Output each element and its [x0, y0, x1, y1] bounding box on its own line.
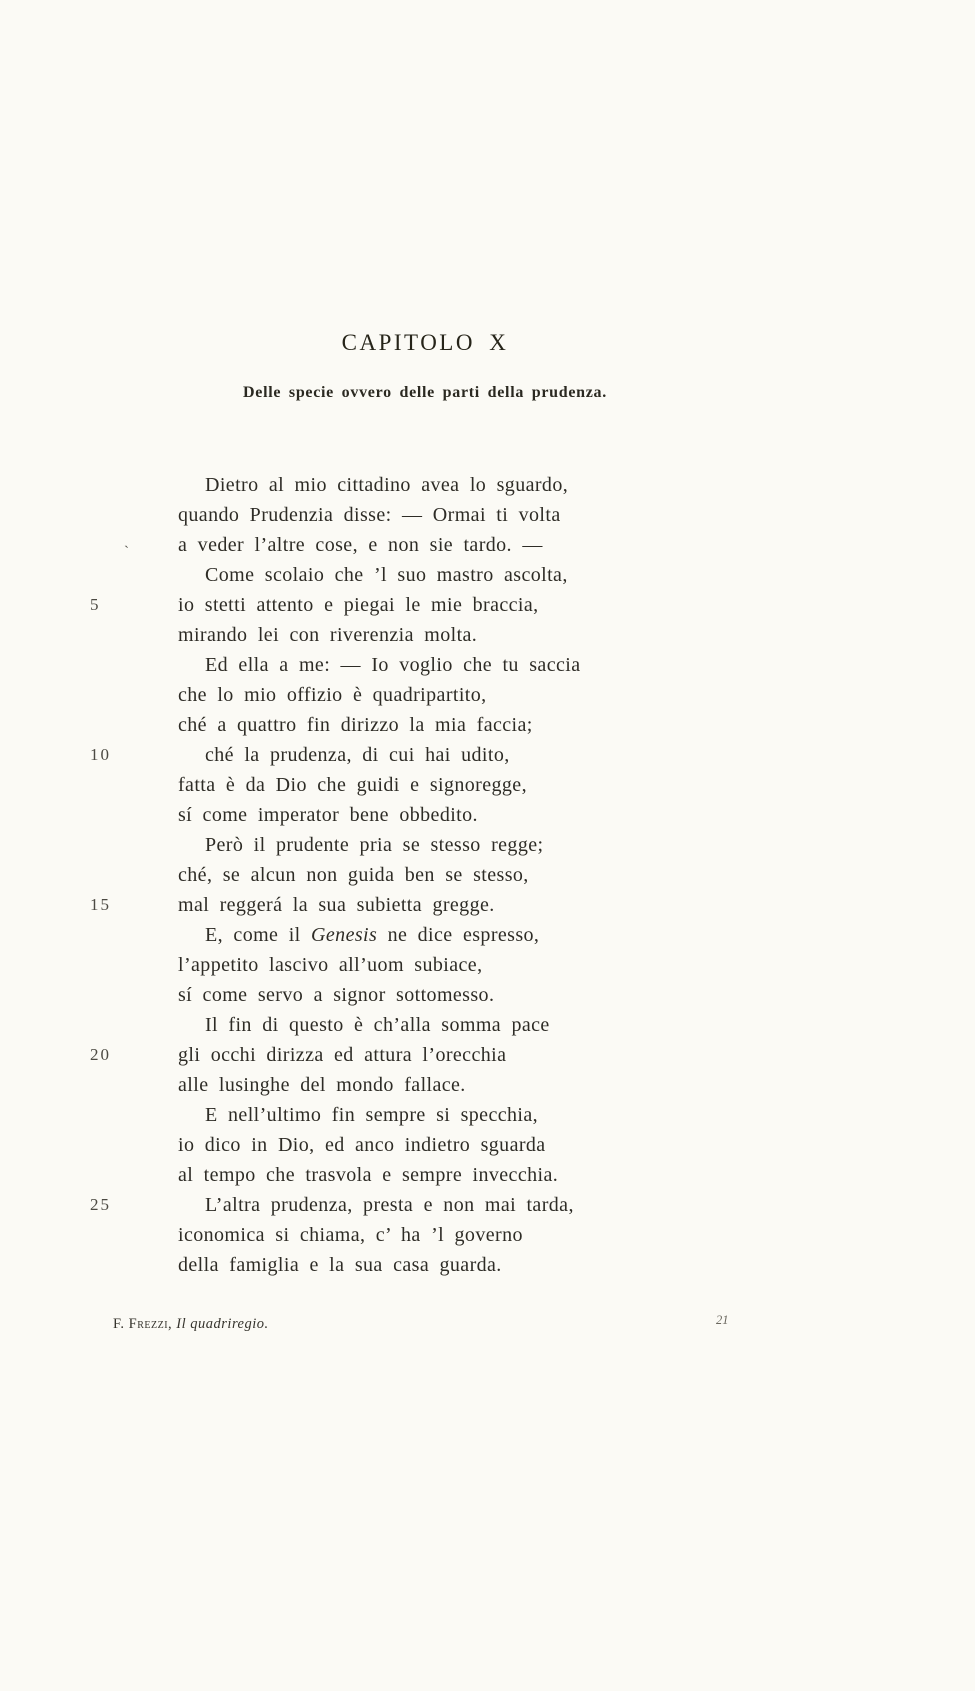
footer-author: F. Frezzi, [113, 1316, 177, 1332]
line-text: ché a quattro fin dirizzo la mia faccia; [178, 714, 533, 736]
line-text: io dico in Dio, ed anco indietro sguarda [178, 1134, 546, 1156]
line-text: mal reggerá la sua subietta gregge. [178, 894, 495, 916]
poem-line [178, 500, 580, 530]
line-text: al tempo che trasvola e sempre invecchia. [178, 1164, 559, 1186]
line-number: 5 [90, 595, 101, 614]
poem-line [178, 1070, 580, 1100]
line-text: Il fin di questo è ch’alla somma pace [205, 1014, 550, 1036]
line-text: l’appetito lascivo all’uom subiace, [178, 954, 483, 976]
line-number: 25 [90, 1195, 111, 1214]
line-text: gli occhi dirizza ed attura l’orecchia [178, 1044, 507, 1066]
margin-mark: ˏ [124, 533, 130, 549]
poem-line [124, 530, 580, 560]
poem-line [90, 1190, 580, 1220]
poem-line [178, 710, 580, 740]
poem-line [178, 800, 580, 830]
poem-line [178, 560, 580, 590]
line-number: 15 [90, 895, 111, 914]
line-text: E nell’ultimo fin sempre si specchia, [205, 1104, 539, 1126]
poem-line [178, 680, 580, 710]
chapter-subtitle: Delle specie ovvero delle parti della prudenza. [243, 384, 607, 401]
line-text: ché la prudenza, di cui hai udito, [205, 744, 510, 766]
line-number: 20 [90, 1045, 111, 1064]
poem-line [90, 890, 580, 920]
line-text: sí come imperator bene obbedito. [178, 804, 478, 826]
line-text: L’altra prudenza, presta e non mai tarda, [205, 1194, 574, 1216]
poem-line [178, 1160, 580, 1190]
poem-line [178, 950, 580, 980]
poem-line [178, 860, 580, 890]
line-text: quando Prudenzia disse: — Ormai ti volta [178, 504, 561, 526]
poem-line [178, 470, 580, 500]
line-text: iconomica si chiama, c’ ha ’l governo [178, 1224, 523, 1246]
line-text: Come scolaio che ’l suo mastro ascolta, [205, 564, 568, 586]
poem-line [178, 1100, 580, 1130]
line-text: ché, se alcun non guida ben se stesso, [178, 864, 529, 886]
line-text: a veder l’altre cose, e non sie tardo. — [178, 534, 543, 556]
poem-line [90, 1040, 580, 1070]
footer-work-title: Il quadriregio. [176, 1316, 269, 1332]
poem-line [90, 590, 580, 620]
line-text: E, come il Genesis ne dice espresso, [205, 924, 540, 946]
line-text: alle lusinghe del mondo fallace. [178, 1074, 466, 1096]
line-text: della famiglia e la sua casa guarda. [178, 1254, 502, 1276]
poem-line [178, 830, 580, 860]
line-text: mirando lei con riverenzia molta. [178, 624, 478, 646]
poem [90, 470, 581, 1280]
line-text: Però il prudente pria se stesso regge; [205, 834, 544, 856]
poem-line [178, 1250, 580, 1280]
poem-line [178, 980, 580, 1010]
line-text: che lo mio offizio è quadripartito, [178, 684, 487, 706]
poem-line [178, 1010, 580, 1040]
poem-line [178, 920, 580, 950]
poem-line [178, 770, 580, 800]
poem-line [178, 620, 580, 650]
line-text: io stetti attento e piegai le mie braccia, [178, 594, 539, 616]
line-number: 10 [90, 745, 111, 764]
poem-line [178, 650, 580, 680]
line-text: sí come servo a signor sottomesso. [178, 984, 495, 1006]
poem-line [90, 740, 580, 770]
page-signature-number: 21 [716, 1313, 729, 1327]
poem-line [178, 1220, 580, 1250]
line-text: fatta è da Dio che guidi e signoregge, [178, 774, 527, 796]
chapter-title: CAPITOLO X [341, 330, 509, 355]
line-text: Ed ella a me: — Io voglio che tu saccia [205, 654, 581, 676]
poem-line [178, 1130, 580, 1160]
line-text: Dietro al mio cittadino avea lo sguardo, [205, 474, 569, 496]
footer-citation [113, 1316, 269, 1333]
